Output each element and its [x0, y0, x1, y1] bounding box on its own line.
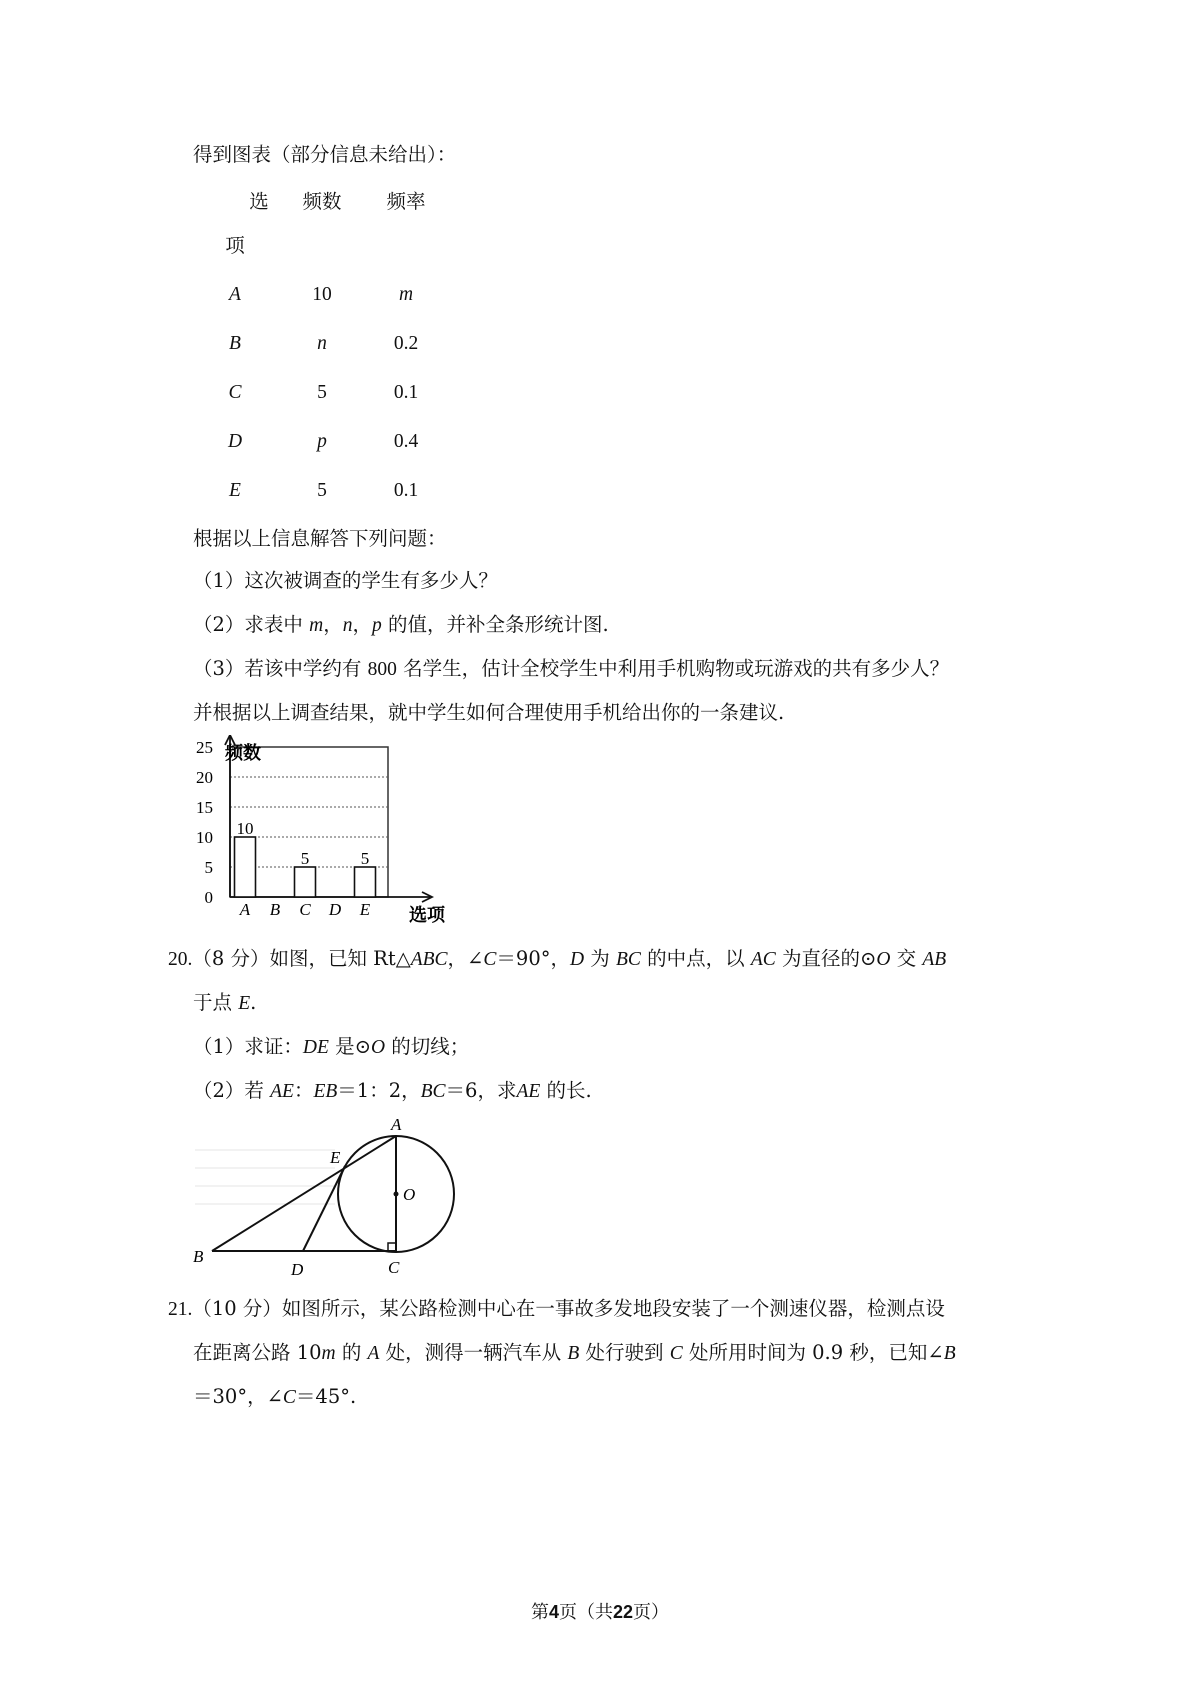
right-angle-mark	[388, 1243, 396, 1251]
x-tick-label: C	[299, 900, 311, 919]
q19-lead: 根据以上信息解答下列问题：	[193, 527, 447, 550]
table-cell-rate: 0.1	[393, 480, 419, 501]
label-e: E	[330, 1148, 341, 1167]
q21-line2: 在距离公路 10m 的 A 处，测得一辆汽车从 B 处行驶到 C 处所用时间为 0.9 秒，已知∠B	[193, 1341, 956, 1364]
y-tick-label: 15	[196, 798, 213, 817]
table-cell-count: n	[317, 333, 327, 354]
bar-chart	[185, 735, 475, 930]
q20-part2: （2）若 AE：EB＝1：2，BC＝6，求AE 的长.	[193, 1079, 592, 1102]
x-tick-label: A	[239, 900, 251, 919]
q19-part3: （3）若该中学约有 800 名学生，估计全校学生中利用手机购物或玩游戏的共有多少人？	[193, 657, 950, 680]
y-tick-label: 5	[204, 858, 213, 877]
table-cell-option: D	[227, 431, 243, 452]
geometry-figure	[185, 1110, 475, 1285]
label-o: O	[403, 1185, 416, 1204]
point-o	[394, 1192, 399, 1197]
faint-background-lines	[195, 1150, 335, 1204]
data-label: 10	[236, 819, 254, 838]
table-cell-rate: 0.4	[393, 431, 419, 452]
q21-title: 21.（10 分）如图所示，某公路检测中心在一事故多发地段安装了一个测速仪器，检测点设	[168, 1297, 945, 1320]
table-cell-count: 5	[317, 480, 327, 501]
intro-text: 得到图表（部分信息未给出）：	[193, 143, 457, 166]
table-cell-option: B	[229, 333, 241, 354]
label-a: A	[391, 1115, 402, 1134]
table-cell-count: 5	[317, 382, 327, 403]
bar	[355, 867, 376, 897]
q20-title-cont: 于点 E.	[193, 991, 257, 1014]
data-label: 5	[300, 849, 310, 868]
table-cell-rate: 0.1	[393, 382, 419, 403]
q20-title: 20.（8 分）如图，已知 Rt△ABC，∠C＝90°，D 为 BC 的中点，以 AC 为直径的⊙O 交 AB	[168, 947, 947, 970]
q20-part1: （1）求证：DE 是⊙O 的切线；	[193, 1035, 470, 1058]
table-cell-count: 10	[312, 284, 332, 305]
data-label: 5	[360, 849, 370, 868]
y-tick-label: 25	[196, 738, 213, 757]
segment-ab	[212, 1136, 396, 1251]
x-tick-label: E	[359, 900, 371, 919]
table-cell-option: C	[228, 382, 242, 403]
table-header-option: 选	[249, 190, 269, 213]
table-cell-option: E	[229, 480, 241, 501]
q21-line3: ＝30°，∠C＝45°.	[193, 1385, 357, 1408]
table-header-rate: 频率	[386, 190, 426, 213]
x-tick-label: B	[269, 900, 281, 919]
segment-de	[303, 1166, 345, 1251]
table-cell-option: A	[229, 284, 241, 305]
y-axis-label: 频数	[225, 743, 261, 763]
x-axis-label: 选项	[409, 905, 445, 925]
table-header-count: 频数	[302, 190, 342, 213]
table-cell-rate: m	[398, 284, 414, 305]
q19-part3-cont: 并根据以上调查结果，就中学生如何合理使用手机给出你的一条建议.	[193, 701, 785, 724]
y-tick-label: 0	[204, 888, 213, 907]
q19-part1: （1）这次被调查的学生有多少人？	[193, 569, 498, 592]
table-cell-rate: 0.2	[393, 333, 419, 354]
x-tick-label: D	[328, 900, 342, 919]
label-d: D	[291, 1260, 304, 1279]
page-footer: 第4页（共22页）	[530, 1602, 670, 1623]
label-b: B	[193, 1247, 204, 1266]
table-header-option-wrap: 项	[225, 234, 245, 257]
y-tick-label: 10	[196, 828, 213, 847]
table-cell-count: p	[317, 431, 327, 452]
label-c: C	[388, 1258, 400, 1277]
y-tick-label: 20	[196, 768, 213, 787]
q19-part2: （2）求表中 m，n，p 的值，并补全条形统计图.	[193, 613, 609, 636]
bar	[295, 867, 316, 897]
bar	[235, 837, 256, 897]
